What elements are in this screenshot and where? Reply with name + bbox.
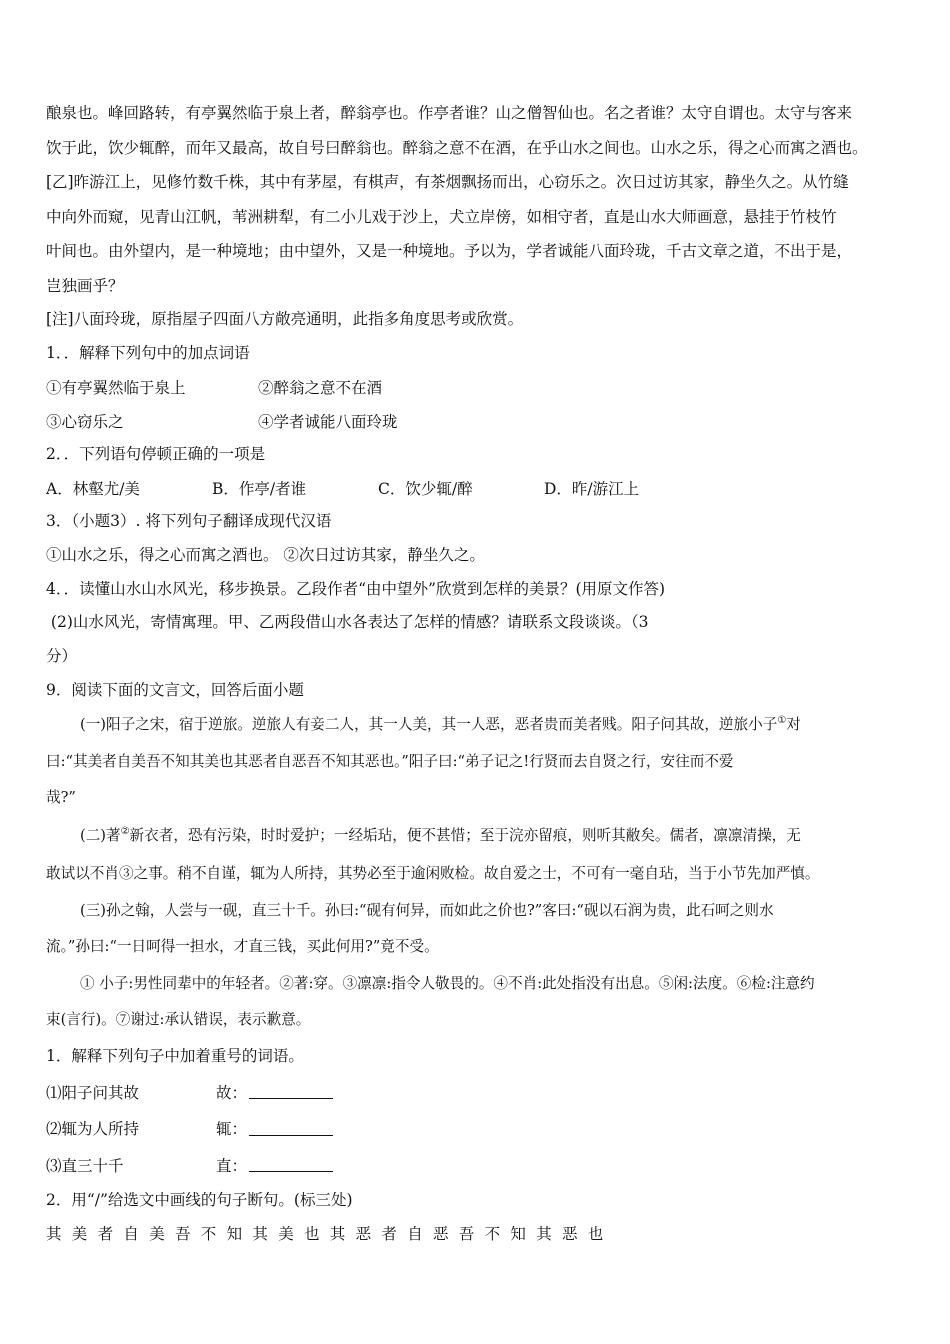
footnote-mark: ①	[777, 715, 787, 727]
question-2-title: 2．．下列语句停顿正确的一项是	[46, 444, 266, 463]
fill-row	[46, 1073, 916, 1110]
fill-sentence: ⑵辄为人所持	[46, 1120, 140, 1139]
footnotes-line: 束(言行)。⑦谢过:承认错误，表示歉意。	[46, 1011, 311, 1029]
question-9-2-title: 2．用“/”给选文中画线的句子断句。(标三处)	[46, 1190, 353, 1209]
passage-line: 叶间也。由外望内，是一种境地；由中望外，又是一种境地。予以为，学者诚能八面玲珑，千古文章之道，不出于是，	[46, 242, 853, 260]
passage-9-line: (三)孙之翰，人尝与一砚，直三十千。孙曰:“砚有何异，而如此之价也?”客曰:“砚以石润为贵，此石呵之则水	[80, 901, 774, 919]
answer-blank[interactable]	[249, 1157, 333, 1172]
footnote-mark: ②	[120, 826, 130, 838]
fill-word: 直：	[216, 1156, 248, 1175]
option-b: B．作亭/者谁	[212, 480, 307, 499]
passage-9	[46, 707, 916, 1039]
passage-jia-yi	[46, 96, 916, 303]
passage-line: 酿泉也。峰回路转，有亭翼然临于泉上者，醉翁亭也。作亭者谁？山之僧智仙也。名之者谁？太守自谓也。太守与客来	[46, 104, 853, 122]
option-d: D．昨/游江上	[544, 480, 640, 499]
question-1-title: 1．．解释下列句中的加点词语	[46, 343, 250, 362]
q1-item: ①有亭翼然临于泉上	[46, 379, 186, 398]
fill-word: 故：	[216, 1083, 248, 1102]
passage-9-line: (二)著②新衣者，恐有污染，时时爱护；一经垢玷，便不甚惜；至于浣亦留痕，则听其敝矣。儒者，凛凛清操，无	[80, 826, 801, 844]
passage-9-line: 流。”孙曰:“一日呵得一担水，才直三钱，买此何用?”竟不受。	[46, 938, 439, 956]
question-9-heading: 9．阅读下面的文言文，回答后面小题	[46, 680, 304, 699]
passage-9-line: 哉?”	[46, 789, 76, 807]
q1-item: ④学者诚能八面玲珑	[258, 412, 398, 431]
q1-item: ②醉翁之意不在酒	[258, 379, 383, 398]
document-page	[46, 96, 916, 1252]
passage-line: 岂独画乎？	[46, 276, 124, 295]
question-3-items: ①山水之乐，得之心而寓之酒也。 ②次日过访其家，静坐久之。	[46, 545, 485, 564]
question-4-line: 4．．读懂山水山水风光，移步换景。乙段作者“由中望外”欣赏到怎样的美景？(用原文作答)	[46, 579, 666, 598]
question-4-line: (2)山水风光，寄情寓理。甲、乙两段借山水各表达了怎样的情感？请联系文段谈谈。（3	[46, 613, 649, 632]
footnotes-line: ① 小子:男性同辈中的年轻者。②著:穿。③凛凛:指令人敬畏的。④不肖:此处指没有出息。⑤闲:法度。⑥检:注意约	[80, 974, 815, 992]
question-2-options	[46, 471, 916, 505]
passage-line: [乙]昨游江上，见修竹数千株，其中有茅屋，有棋声，有茶烟飘扬而出，心窃乐之。次日过访其家，静坐久之。从竹缝	[46, 173, 849, 191]
q1-item: ③心窃乐之	[46, 412, 124, 431]
question-1-items-row	[46, 404, 916, 438]
question-3-title: 3．（小题3）. 将下列句子翻译成现代汉语	[46, 512, 332, 531]
passage-9-line: 敢试以不肖③之事。稍不自谨，辄为人所持，其势必至于逾闲败检。故自爱之士，不可有一毫自玷，当于小节先加严慎。	[46, 864, 820, 882]
option-c: C．饮少辄/醉	[378, 480, 473, 499]
passage-9-line: (一)阳子之宋，宿于逆旅。逆旅人有妾二人，其一人美，其一人恶，恶者贵而美者贱。阳子问其故，逆旅小子①对	[80, 715, 801, 734]
punctuation-sentence: 其美者自美吾不知其美也其恶者自恶吾不知其恶也	[46, 1225, 614, 1244]
question-4-line: 分）	[46, 646, 78, 665]
question-1-items-row	[46, 370, 916, 404]
fill-row	[46, 1146, 916, 1183]
fill-row	[46, 1110, 916, 1147]
fill-sentence: ⑶直三十千	[46, 1156, 124, 1175]
passage-line: 中向外而窥，见青山江帆，苇洲耕犁，有二小儿戏于沙上，犬立岸傍，如相守者，直是山水大师画意，悬挂于竹枝竹	[46, 207, 837, 226]
passage-9-line: 曰:“其美者自美吾不知其美也其恶者自恶吾不知其恶也。”阳子曰:“弟子记之!行贤而去自贤之行，安往而不爱	[46, 752, 734, 770]
fill-sentence: ⑴阳子问其故	[46, 1083, 140, 1102]
question-9-1-title: 1．解释下列句子中加着重号的词语。	[46, 1046, 304, 1065]
answer-blank[interactable]	[249, 1121, 333, 1136]
answer-blank[interactable]	[249, 1084, 333, 1099]
annotation-note: [注]八面玲珑，原指屋子四面八方敞亮通明，此指多角度思考或欣赏。	[46, 310, 524, 328]
fill-word: 辄：	[216, 1120, 248, 1139]
passage-line: 饮于此，饮少辄醉，而年又最高，故自号曰醉翁也。醉翁之意不在酒，在乎山水之间也。山水之乐，得之心而寓之酒也。	[46, 138, 868, 157]
option-a: A．林壑尤/美	[46, 480, 140, 499]
